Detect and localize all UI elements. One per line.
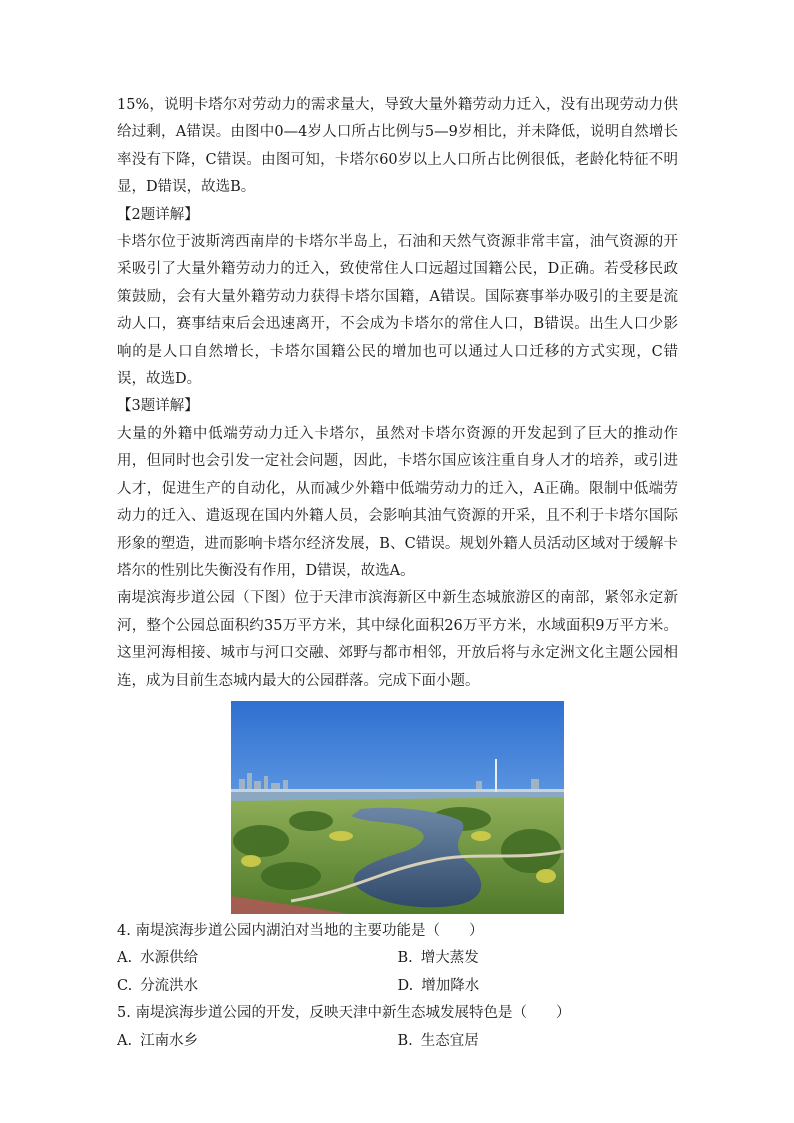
- option-d[interactable]: D. 增加降水: [397, 977, 480, 994]
- option-a[interactable]: A. 水源供给: [117, 950, 199, 967]
- option-b[interactable]: B. 生态宜居: [397, 1032, 479, 1049]
- reading-passage: 南堤滨海步道公园（下图）位于天津市滨海新区中新生态城旅游区的南部，紧邻永定新河，整个公园总面积约35万平方米，其中绿化面积26万平方米，水域面积9万平方米。这里河海相接、城市与河口交融、郊野与都市相邻，开放后将与永定洲文化主题公园相连，成为目前生态城内最大的公园群落。完成下面小题。: [117, 590, 678, 689]
- question-5-options-row1: [117, 1028, 678, 1055]
- option-b[interactable]: B. 增大蒸发: [397, 950, 479, 967]
- question-4-stem: 4. 南堤滨海步道公园内湖泊对当地的主要功能是（ ）: [117, 922, 484, 939]
- park-aerial-photo: [231, 701, 564, 914]
- question-4-options-row1: [117, 945, 678, 972]
- q2-explanation-body: 卡塔尔位于波斯湾西南岸的卡塔尔半岛上，石油和天然气资源非常丰富，油气资源的开采吸引了大量外籍劳动力的迁入，致使常住人口远超过国籍公民，D正确。若受移民政策鼓励，会有大量外籍劳动力获得卡塔尔国籍，A错误。国际赛事举办吸引的主要是流动人口，赛事结束后会迅速离开，不会成为卡塔尔的常住人口，B错误。出生人口少影响的是人口自然增长，卡塔尔国籍公民的增加也可以通过人口迁移的方式实现，C错误，故选D。: [117, 234, 678, 388]
- question-5-stem: 5. 南堤滨海步道公园的开发，反映天津中新生态城发展特色是（ ）: [117, 1005, 571, 1022]
- explanation-q1-tail: 15%，说明卡塔尔对劳动力的需求量大，导致大量外籍劳动力迁入，没有出现劳动力供给过剩，A错误。由图中0—4岁人口所占比例与5—9岁相比，并未降低，说明自然增长率没有下降，C错误。由图可知，卡塔尔60岁以上人口所占比例很低，老龄化特征不明显，D错误，故选B。: [117, 97, 678, 196]
- option-a[interactable]: A. 江南水乡: [117, 1032, 199, 1049]
- q3-explanation-heading: 【3题详解】: [117, 398, 199, 415]
- q3-explanation-body: 大量的外籍中低端劳动力迁入卡塔尔，虽然对卡塔尔资源的开发起到了巨大的推动作用，但同时也会引发一定社会问题，因此，卡塔尔国应该注重自身人才的培养，或引进人才，促进生产的自动化，从而减少外籍中低端劳动力的迁入，A正确。限制中低端劳动力的迁入、遣返现在国内外籍人员，会影响其油气资源的开采，且不利于卡塔尔国际形象的塑造，进而影响卡塔尔经济发展，B、C错误。规划外籍人员活动区域对于缓解卡塔尔的性别比失衡没有作用，D错误，故选A。: [117, 425, 678, 579]
- question-4-options-row2: [117, 973, 678, 1000]
- option-c[interactable]: C. 分流洪水: [117, 977, 199, 994]
- q2-explanation-heading: 【2题详解】: [117, 206, 199, 223]
